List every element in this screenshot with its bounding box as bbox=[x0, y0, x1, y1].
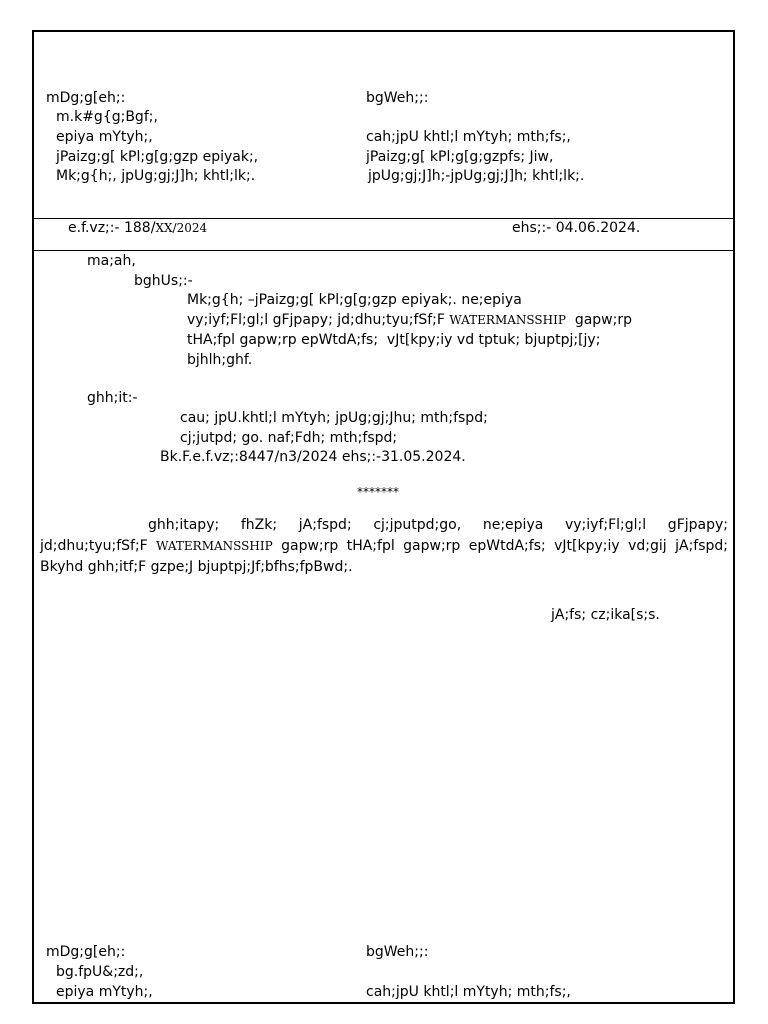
footer-recipient-label: bgWeh;;: bbox=[366, 944, 429, 960]
recipient-office-line2: jpUg;gj;J]h;-jpUg;gj;J]h; khtl;lk;. bbox=[368, 168, 585, 184]
sender-designation: epiya mYtyh;, bbox=[56, 129, 153, 145]
sender-office-line1: jPaizg;g[ kPl;g[g;gzp epiyak;, bbox=[56, 149, 259, 165]
reference-2: cj;jutpd; go. naf;Fdh; mth;fspd; bbox=[180, 430, 398, 446]
recipient-designation: cah;jpU khtl;l mYtyh; mth;fs;, bbox=[366, 129, 571, 145]
footer-sender-name: bg.fpU&;zd;, bbox=[56, 964, 144, 980]
sender-name: m.k#g{g;Bgf;, bbox=[56, 109, 158, 125]
reference-number: e.f.vz;:- 188/XX/2024 bbox=[68, 220, 208, 236]
separator-stars: ******* bbox=[357, 485, 399, 499]
subject-label: bghUs;:- bbox=[134, 273, 193, 289]
sender-office-line2: Mk;g{h;, jpUg;gj;J]h; khtl;lk;. bbox=[56, 168, 256, 184]
reference-1: cau; jpU.khtl;l mYtyh; jpUg;gj;Jhu; mth;fspd; bbox=[180, 410, 488, 426]
recipient-label: bgWeh;;: bbox=[366, 90, 429, 106]
salutation: ma;ah, bbox=[87, 253, 136, 269]
subject-line-4: bjhlh;ghf. bbox=[187, 352, 253, 368]
footer-recipient-designation: cah;jpU khtl;l mYtyh; mth;fs;, bbox=[366, 984, 571, 1000]
references-label: ghh;it:- bbox=[87, 390, 138, 406]
body-paragraph: ghh;itapy; fhZk; jA;fspd; cj;jputpd;go, ne;epiya vy;iyf;Fl;gl;l gFjpapy; jd;dhu;tyu;fSf;F WATERMANSSHIP gapw;rp tHA;fpl gapw;rp epWtdA;fs; vJt[kpy;iy vd;gij jA;fspd; Bkyhd ghh;itf;F gzpe;J bjuptpj;Jf;bfhs;fpBwd;. bbox=[40, 517, 728, 575]
subject-line-1: Mk;g{h; –jPaizg;g[ kPl;g[g;gzp epiyak;. ne;epiya bbox=[187, 292, 522, 308]
sender-label: mDg;g[eh;: bbox=[46, 90, 126, 106]
reference-date: ehs;:- 04.06.2024. bbox=[512, 220, 641, 236]
footer-sender-label: mDg;g[eh;: bbox=[46, 944, 126, 960]
reference-3: Bk.F.e.f.vz;:8447/n3/2024 ehs;:-31.05.2024. bbox=[160, 449, 466, 465]
closing: jA;fs; cz;ika[s;s. bbox=[551, 607, 660, 623]
subject-line-3: tHA;fpl gapw;rp epWtdA;fs; vJt[kpy;iy vd tptuk; bjuptpj;[jy; bbox=[187, 332, 601, 348]
footer-sender-designation: epiya mYtyh;, bbox=[56, 984, 153, 1000]
subject-line-2: vy;iyf;Fl;gl;l gFjpapy; jd;dhu;tyu;fSf;F WATERMANSSHIP gapw;rp bbox=[187, 312, 632, 328]
recipient-office-line1: jPaizg;g[ kPl;g[g;gzpfs; Jiw, bbox=[366, 149, 554, 165]
